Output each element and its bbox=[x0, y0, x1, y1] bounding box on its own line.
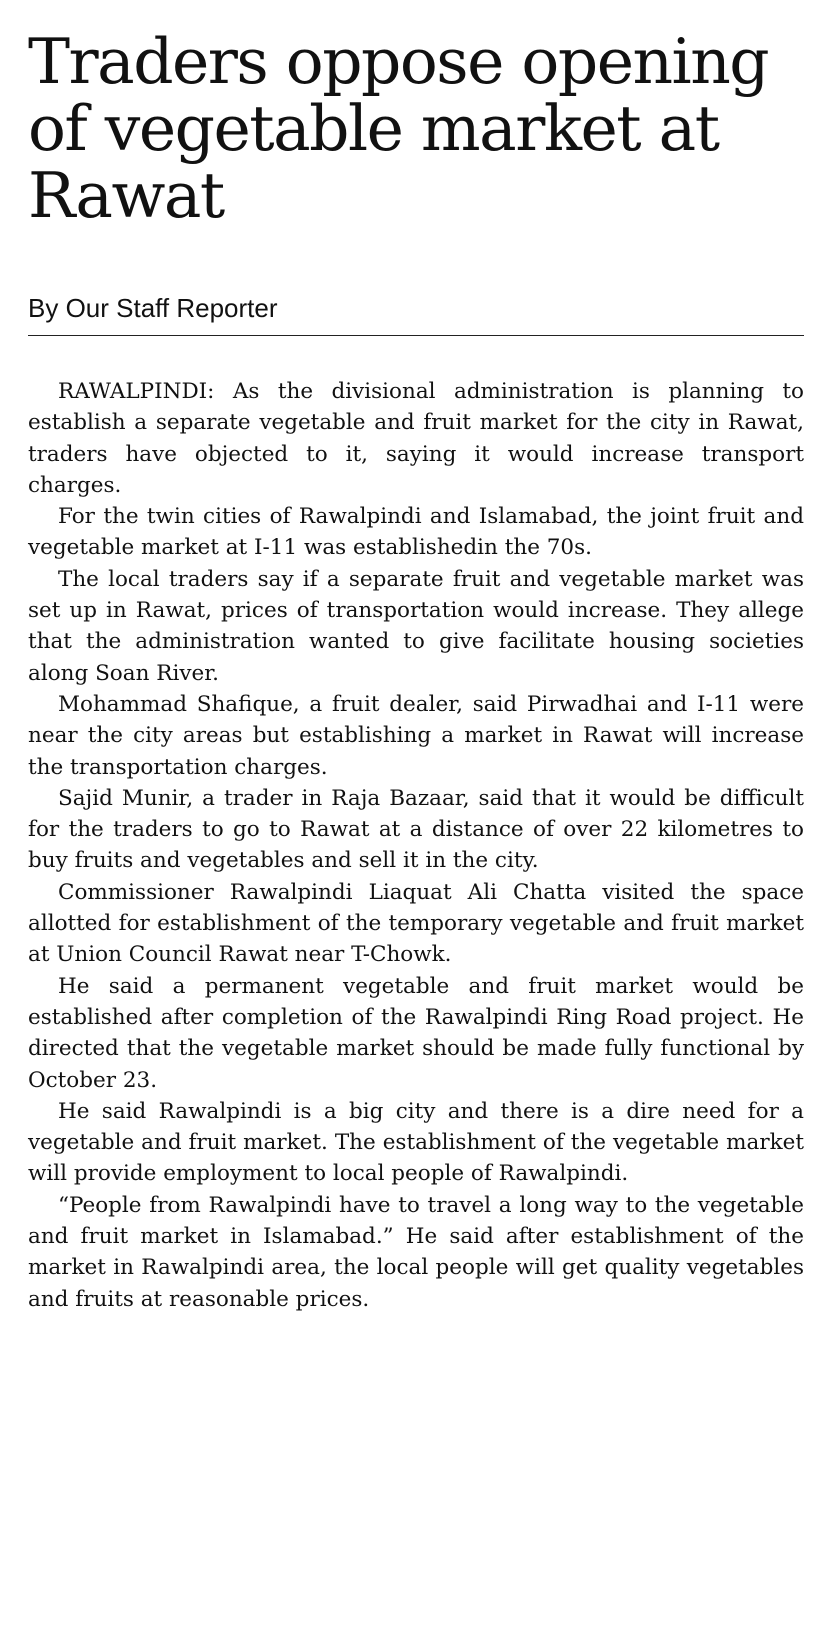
paragraph: Mohammad Shafique, a fruit dealer, said Pirwadhai and I-11 were near the city areas but establishing a market in Rawat will increase the transportation charges. bbox=[28, 691, 804, 780]
paragraph: Sajid Munir, a trader in Raja Bazaar, said that it would be difficult for the traders to go to Rawat at a distance of over 22 kilometres to buy fruits and vegetables and sell it in the city. bbox=[28, 785, 804, 874]
paragraph: He said a permanent vegetable and fruit market would be established after completion of the Rawalpindi Ring Road project. He directed that the vegetable market should be made fully functional by October 23. bbox=[28, 973, 804, 1093]
paragraph: For the twin cities of Rawalpindi and Islamabad, the joint fruit and vegetable market at I-11 was establishedin the 70s. bbox=[28, 504, 804, 561]
article-body bbox=[28, 376, 804, 1315]
byline: By Our Staff Reporter bbox=[28, 291, 804, 336]
paragraph: “People from Rawalpindi have to travel a long way to the vegetable and fruit market in Islamabad.” He said after establishment of the market in Rawalpindi area, the local people will get quality vegetables and fruits at reasonable prices. bbox=[28, 1192, 804, 1312]
paragraph: RAWALPINDI: As the divisional administration is planning to establish a separate vegetable and fruit market for the city in Rawat, traders have objected to it, saying it would increase transport charges. bbox=[28, 379, 804, 498]
paragraph: The local traders say if a separate fruit and vegetable market was set up in Rawat, prices of transportation would increase. They allege that the administration wanted to give facilitate housing societies along Soan River. bbox=[28, 566, 804, 686]
paragraph: Commissioner Rawalpindi Liaquat Ali Chatta visited the space allotted for establishment of the temporary vegetable and fruit market at Union Council Rawat near T-Chowk. bbox=[28, 879, 804, 968]
news-article bbox=[28, 25, 804, 1315]
headline: Traders oppose opening of vegetable market at Rawat bbox=[28, 25, 769, 232]
paragraph: He said Rawalpindi is a big city and there is a dire need for a vegetable and fruit market. The establishment of the vegetable market will provide employment to local people of Rawalpindi. bbox=[28, 1098, 804, 1187]
